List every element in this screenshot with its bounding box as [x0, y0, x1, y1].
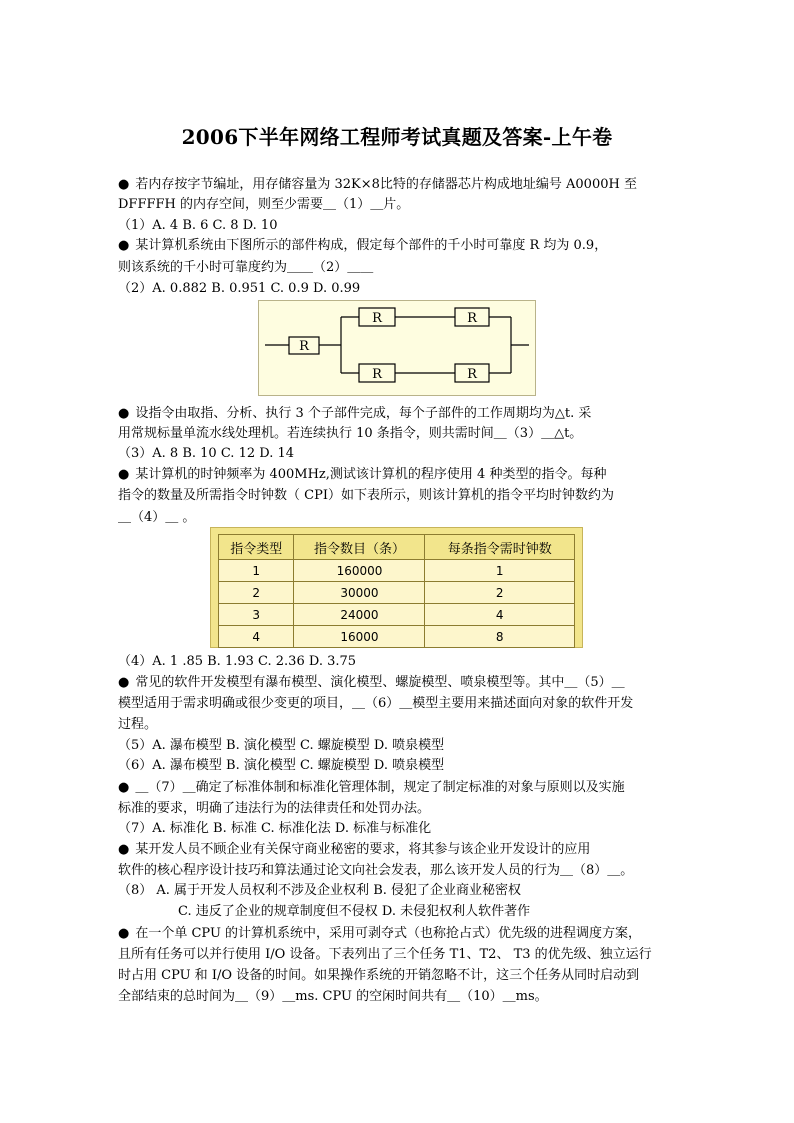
- line-text: 则该系统的千小时可靠度约为＿＿（2）＿＿: [118, 260, 374, 275]
- line-text: （4）A. 1 .85 B. 1.93 C. 2.36 D. 3.75: [118, 654, 357, 669]
- page-title: 2006下半年网络工程师考试真题及答案-上午卷: [181, 125, 613, 149]
- line-text: 且所有任务可以并行使用 I/O 设备。下表列出了三个任务 T1、T2、 T3 的优先级、独立运行: [118, 947, 652, 962]
- text-line: [118, 195, 409, 215]
- line-text: 指令的数量及所需指令时钟数（ CPI）如下表所示，则该计算机的指令平均时钟数约为: [118, 488, 614, 503]
- text-line: [118, 799, 430, 819]
- text-line: [118, 673, 625, 693]
- cpi-table-panel: [210, 527, 583, 648]
- bullet-icon: ●: [118, 780, 130, 795]
- line-text: （7）A. 标准化 B. 标准 C. 标准化法 D. 标准与标准化: [118, 821, 432, 836]
- label-r-bottom-1: R: [372, 367, 382, 382]
- column-header: 指令类型: [219, 535, 294, 560]
- text-line: [118, 404, 591, 424]
- line-text: （2）A. 0.882 B. 0.951 C. 0.9 D. 0.99: [118, 281, 361, 296]
- table-cell: 16000: [294, 626, 425, 648]
- text-line: [118, 819, 431, 839]
- table-cell: 1: [425, 560, 575, 582]
- text-line: [118, 486, 614, 506]
- line-text: 过程。: [118, 717, 158, 732]
- cpi-table: [218, 534, 575, 648]
- table-cell: 1: [219, 560, 294, 582]
- text-line: [118, 945, 652, 965]
- label-r-top-1: R: [372, 311, 382, 326]
- line-text: 标准的要求，明确了违法行为的法律责任和处罚办法。: [118, 801, 431, 816]
- line-text: 全部结束的总时间为＿（9）＿ms. CPU 的空闲时间共有＿（10）＿ms。: [118, 989, 548, 1004]
- line-text: 在一个单 CPU 的计算机系统中，采用可剥夺式（也称抢占式）优先级的进程调度方案，: [135, 926, 642, 941]
- text-line: [118, 924, 641, 944]
- line-text: 设指令由取指、分析、执行 3 个子部件完成，每个子部件的工作周期均为△t. 采: [135, 406, 592, 421]
- text-line: [118, 258, 373, 278]
- column-header: 指令数目（条）: [294, 535, 425, 560]
- line-text: 用常规标量单流水线处理机。若连续执行 10 条指令，则共需时间＿（3）＿△t。: [118, 426, 583, 441]
- text-line: [118, 508, 195, 528]
- table-cell: 2: [219, 582, 294, 604]
- bullet-icon: ●: [118, 926, 130, 941]
- line-text: 模型适用于需求明确或很少变更的项目，＿（6）＿模型主要用来描述面向对象的软件开发: [118, 696, 634, 711]
- table-row: [219, 626, 575, 648]
- line-text: 某开发人员不顾企业有关保守商业秘密的要求，将其参与该企业开发设计的应用: [135, 842, 591, 857]
- reliability-circuit-diagram: [258, 300, 536, 396]
- bullet-icon: ●: [118, 238, 130, 253]
- line-text: ＿（7）＿确定了标准体制和标准化管理体制，规定了制定标准的对象与原则以及实施: [135, 780, 625, 795]
- table-cell: 4: [219, 626, 294, 648]
- circuit-svg: [259, 301, 535, 395]
- text-line: [118, 216, 277, 236]
- line-text: 常见的软件开发模型有瀑布模型、演化模型、螺旋模型、喷泉模型等。其中＿（5）＿: [135, 675, 625, 690]
- table-cell: 4: [425, 604, 575, 626]
- text-line: [118, 861, 633, 881]
- line-text: （1）A. 4 B. 6 C. 8 D. 10: [118, 218, 278, 233]
- table-cell: 3: [219, 604, 294, 626]
- text-line: [118, 987, 548, 1007]
- bullet-icon: ●: [118, 406, 130, 421]
- text-line: [118, 778, 625, 798]
- text-line: [178, 902, 530, 922]
- column-header: 每条指令需时钟数: [425, 535, 575, 560]
- text-line: [118, 465, 606, 485]
- line-text: 某计算机系统由下图所示的部件构成，假定每个部件的千小时可靠度 R 均为 0.9，: [135, 238, 608, 253]
- table-row: [219, 582, 575, 604]
- table-row: [219, 560, 575, 582]
- line-text: 软件的核心程序设计技巧和算法通过论文向社会发表，那么该开发人员的行为＿（8）＿。: [118, 863, 634, 878]
- table-cell: 8: [425, 626, 575, 648]
- text-line: [118, 424, 582, 444]
- text-line: [118, 966, 639, 986]
- line-text: C. 违反了企业的规章制度但不侵权 D. 未侵犯权利人软件著作: [178, 904, 531, 919]
- bullet-icon: ●: [118, 177, 130, 192]
- text-line: [118, 736, 444, 756]
- line-text: ＿（4）＿ 。: [118, 510, 196, 525]
- line-text: 时占用 CPU 和 I/O 设备的时间。如果操作系统的开销忽略不计，这三个任务从同时启动到: [118, 968, 640, 983]
- line-text: （3）A. 8 B. 10 C. 12 D. 14: [118, 446, 295, 461]
- bullet-icon: ●: [118, 842, 130, 857]
- table-cell: 24000: [294, 604, 425, 626]
- text-line: [118, 175, 637, 195]
- bullet-icon: ●: [118, 467, 130, 482]
- text-line: [118, 694, 633, 714]
- line-text: DFFFFH 的内存空间，则至少需要＿（1）＿片。: [118, 197, 410, 212]
- text-line: [118, 715, 157, 735]
- line-text: （8） A. 属于开发人员权利不涉及企业权利 B. 侵犯了企业商业秘密权: [118, 883, 522, 898]
- table-header-row: [219, 535, 575, 560]
- text-line: [118, 444, 294, 464]
- text-line: [118, 756, 444, 776]
- line-text: （5）A. 瀑布模型 B. 演化模型 C. 螺旋模型 D. 喷泉模型: [118, 738, 445, 753]
- table-row: [219, 604, 575, 626]
- text-line: [118, 881, 521, 901]
- table-cell: 160000: [294, 560, 425, 582]
- text-line: [118, 652, 356, 672]
- label-r-series: R: [299, 339, 309, 354]
- label-r-top-2: R: [467, 311, 477, 326]
- text-line: [118, 236, 607, 256]
- label-r-bottom-2: R: [467, 367, 477, 382]
- text-line: [118, 279, 360, 299]
- table-cell: 2: [425, 582, 575, 604]
- table-cell: 30000: [294, 582, 425, 604]
- line-text: 某计算机的时钟频率为 400MHz,测试该计算机的程序使用 4 种类型的指令。每种: [135, 467, 607, 482]
- line-text: 若内存按字节编址，用存储容量为 32K×8比特的存储器芯片构成地址编号 A0000H 至: [135, 177, 637, 192]
- line-text: （6）A. 瀑布模型 B. 演化模型 C. 螺旋模型 D. 喷泉模型: [118, 758, 445, 773]
- text-line: [118, 840, 590, 860]
- bullet-icon: ●: [118, 675, 130, 690]
